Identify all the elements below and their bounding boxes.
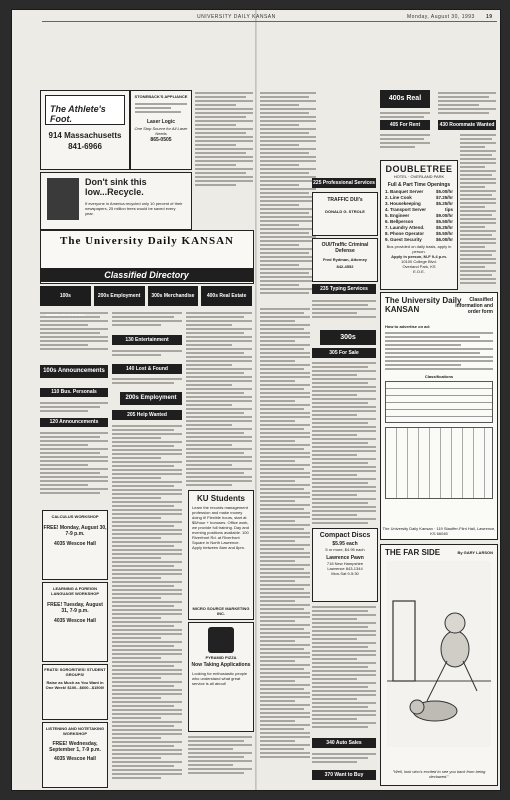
section-entertainment: 130 Entertainment	[112, 335, 182, 345]
left-news-column	[194, 90, 254, 222]
notetaking-where: 4035 Wescoe Hall	[54, 756, 96, 762]
section-real-estate: 400s Real	[380, 90, 430, 108]
typing-text	[312, 298, 376, 328]
recycle-headline: Don't sink this low...Recycle.	[85, 177, 147, 197]
compact-discs-price1: $5.95 each	[332, 541, 358, 547]
ku-students-title: KU Students	[197, 494, 245, 503]
doubletree-position-pay: $7.25/hr	[435, 195, 453, 200]
right-column-text-top	[438, 90, 496, 118]
oui-phone: 842-4552	[336, 264, 354, 269]
roommate-text	[460, 132, 496, 288]
entertainment-text	[112, 348, 182, 362]
classified-order-form	[380, 292, 498, 540]
doubletree-ad	[380, 160, 458, 290]
directory-categories	[40, 286, 252, 306]
compact-discs-title: Compact Discs	[319, 532, 371, 539]
column2-text-top	[112, 310, 182, 332]
far-side-drawing	[387, 561, 491, 747]
doubletree-headline: Full & Part Time Openings	[387, 182, 451, 188]
doubletree-position-pay: $6.00/hr	[435, 237, 453, 242]
calculus-when: FREE! Monday, August 30, 7-9 p.m.	[43, 525, 107, 537]
sinking-newspaper-image	[47, 178, 79, 220]
section-employment: 200s Employment	[120, 392, 182, 405]
header-page-number: 19	[486, 14, 493, 20]
page-gutter	[255, 10, 257, 790]
doubletree-position-role: 8. Phone Operator	[385, 231, 425, 236]
header-rule	[42, 21, 497, 22]
section-for-rent: 405 For Rent	[380, 120, 430, 130]
header-university: UNIVERSITY DAILY KANSAN	[197, 14, 276, 20]
pyramid-extra: Looking for enthusiastic people who understand what great service is all about!	[192, 671, 248, 686]
calculus-title: CALCULUS WORKSHOP	[51, 514, 99, 519]
doubletree-position-role: 5. Engineer	[385, 213, 410, 218]
section-announcements-120: 120 Announcements	[40, 418, 108, 427]
pyramid-logo	[208, 627, 234, 653]
ku-students-ad	[188, 490, 254, 620]
doubletree-position-role: 7. Laundry Attend.	[385, 225, 425, 230]
recycle-ad	[40, 172, 192, 230]
section-help-wanted: 205 Help Wanted	[112, 410, 182, 420]
column3-text-bottom	[188, 734, 252, 784]
doubletree-position-pay: $9.00/hr	[435, 213, 453, 218]
section-for-sale: 305 For Sale	[312, 348, 376, 358]
section-bus-personals: 110 Bus. Personals	[40, 388, 108, 397]
compact-discs-store: Lawrence Pawn	[326, 555, 364, 561]
section-roommate: 430 Roommate Wanted	[439, 122, 495, 128]
classified-policy-text	[40, 310, 108, 362]
oui-name: Fred Rydman, Attorney	[322, 257, 368, 262]
doubletree-position-role: 2. Line Cook	[385, 195, 412, 200]
micro-source-name: MICRO SOURCE MARKETING INC.	[192, 606, 250, 616]
doubletree-city: Overland Park, KS	[402, 264, 436, 269]
doubletree-position-pay: $5.50/hr	[435, 231, 453, 236]
stoneback-laser-ad	[130, 90, 192, 170]
classified-directory-banner: Classified Directory	[40, 268, 253, 282]
athletes-foot-phone: 841-6966	[68, 142, 102, 151]
athletes-foot-ad	[40, 90, 130, 170]
real-estate-text	[380, 110, 430, 120]
notetaking-title: LISTENING AND NOTETAKING WORKSHOP	[45, 726, 105, 736]
for-rent-text	[380, 132, 430, 160]
doubletree-position-row	[385, 237, 453, 243]
calculus-where: 4035 Wescoe Hall	[54, 541, 96, 547]
section-lost-found: 140 Lost & Found	[112, 364, 182, 374]
oui-title: OUI/Traffic Criminal Defense	[321, 242, 369, 254]
newspaper-page	[12, 10, 500, 790]
doubletree-subtitle: HOTEL · OVERLAND PARK	[393, 174, 445, 179]
language-when: FREE! Tuesday, August 31, 7-9 p.m.	[47, 602, 103, 614]
kansan-masthead-title: The University Daily KANSAN	[60, 235, 234, 247]
frats-body: Raise as Much as You Want in One Week! $100...$600...$1500!	[45, 680, 105, 690]
order-form-how-title: How to advertise on ad:	[385, 324, 431, 329]
section-announcements: 100s Announcements	[40, 365, 108, 378]
middle-classified-column	[260, 306, 310, 786]
language-where: 4035 Wescoe Hall	[54, 618, 96, 624]
order-form-mail-to: The University Daily Kansan · 119 Stauffer-Flint Hall, Lawrence, KS 66045	[382, 526, 496, 536]
directory-category-real-estate: 400s Real Estate	[201, 286, 252, 306]
section-merchandise: 300s	[320, 330, 376, 345]
directory-category-merchandise: 300s Merchandise	[148, 286, 199, 306]
traffic-title: TRAFFIC DUI's	[327, 197, 363, 203]
frats-ad	[42, 664, 108, 720]
doubletree-position-pay: $5.00/hr	[435, 189, 453, 194]
compact-discs-price2: 5 or more, $4.95 each	[325, 547, 365, 552]
doubletree-note: Bus provided on daily basis, apply in person.	[386, 244, 452, 254]
athletes-foot-address: 914 Massachusetts	[48, 131, 122, 140]
stoneback-title: STONEBACK'S APPLIANCE	[134, 94, 188, 99]
doubletree-position-role: 1. Banquet Server	[385, 189, 424, 194]
doubletree-name: DOUBLETREE	[385, 164, 453, 174]
compact-discs-hours: Mon-Sat 9-5:30	[331, 571, 359, 576]
far-side-byline: By GARY LARSON	[457, 550, 493, 555]
pyramid-body: Now Taking Applications	[191, 662, 251, 668]
header-date: Monday, August 30, 1993	[407, 14, 475, 20]
language-workshop-ad	[42, 582, 108, 662]
pyramid-name: PYRAMID PIZZA	[205, 655, 237, 660]
far-side-title: THE FAR SIDE	[385, 548, 441, 557]
doubletree-position-pay: tips	[444, 207, 453, 212]
order-form-table-title: Classifications	[424, 374, 454, 379]
athletes-foot-name: The Athlete's Foot.	[50, 104, 106, 124]
doubletree-apply: Apply in person, M-F 9-4 p.m.	[391, 254, 447, 259]
doubletree-position-role: 9. Guest Security	[385, 237, 422, 242]
directory-category-announcements: 100s	[40, 286, 91, 306]
pyramid-pizza-ad	[188, 622, 254, 732]
compact-discs-address: 718 New Hampshire	[326, 561, 364, 566]
doubletree-address: 10100 College Blvd.	[401, 259, 437, 264]
section-want-to-buy: 370 Want to Buy	[312, 770, 376, 780]
for-sale-text	[312, 360, 376, 526]
doubletree-position-pay: $5.25/hr	[435, 225, 453, 230]
far-side-caption: "Well, look who's excited to see you back from being declawed."	[392, 769, 486, 779]
doubletree-position-pay: $5.50/hr	[435, 219, 453, 224]
help-wanted-column2-text	[112, 423, 182, 785]
calculus-workshop-ad	[42, 510, 108, 580]
order-form-masthead: The University Daily KANSAN	[385, 296, 462, 314]
notetaking-workshop-ad	[42, 722, 108, 788]
bus-personals-text	[40, 400, 108, 416]
doubletree-position-role: 4. Transport Server	[385, 207, 427, 212]
far-side-comic	[380, 544, 498, 786]
doubletree-positions	[381, 188, 457, 244]
language-title: LEARNING A FOREIGN LANGUAGE WORKSHOP	[51, 586, 99, 596]
doubletree-position-role: 3. Housekeeping	[385, 201, 421, 206]
merchandise-text-bottom	[312, 604, 376, 734]
column3-text-top	[186, 310, 252, 490]
athletes-foot-logo	[45, 95, 125, 125]
oui-defense-ad	[312, 238, 378, 282]
notetaking-when: FREE! Wednesday, September 1, 7-9 p.m.	[49, 741, 101, 753]
frats-title: FRATS! SORORITIES! STUDENT GROUPS!	[44, 667, 106, 677]
laser-logic-phone: 865-0505	[150, 137, 172, 143]
directory-category-employment: 200s Employment	[94, 286, 145, 306]
traffic-dui-ad	[312, 192, 378, 236]
ku-students-body: Learn the records management profession and make money doing it! Flexible hours, start at $5/hour + bonuses. Office work, we provide full training. Day and evening positions available. 100 Riverfront Rd. at Riverfront Square in North Lawrence. Apply between 8am and 8pm.	[192, 505, 249, 550]
middle-news-column	[260, 90, 316, 300]
lost-found-text	[112, 376, 182, 390]
laser-logic-tagline: One Stop Source for All Laser Needs	[134, 126, 188, 136]
order-form-title: Classified information and order form	[455, 297, 493, 315]
section-auto-sales: 340 Auto Sales	[312, 738, 376, 748]
compact-discs-phone: Lawrence 843-1344	[327, 566, 363, 571]
compact-discs-ad	[312, 528, 378, 602]
recycle-body: If everyone in America recycled only 10 percent of their newspapers, 25 million trees would be saved every year.	[85, 201, 183, 216]
traffic-name: DONALD G. STROLE	[325, 209, 365, 214]
rate-table	[385, 381, 493, 423]
order-form-boxes[interactable]	[385, 427, 493, 499]
announcements-120-text	[40, 430, 108, 508]
auto-sales-text	[312, 751, 376, 767]
section-services: 225 Professional Services	[313, 180, 375, 186]
doubletree-eoe: E.O.E.	[413, 269, 425, 274]
section-typing: 235 Typing Services	[312, 284, 376, 294]
laser-logic-name: Laser Logic	[146, 119, 176, 125]
doubletree-position-pay: $5.25/hr	[435, 201, 453, 206]
doubletree-position-role: 6. Bellperson	[385, 219, 414, 224]
